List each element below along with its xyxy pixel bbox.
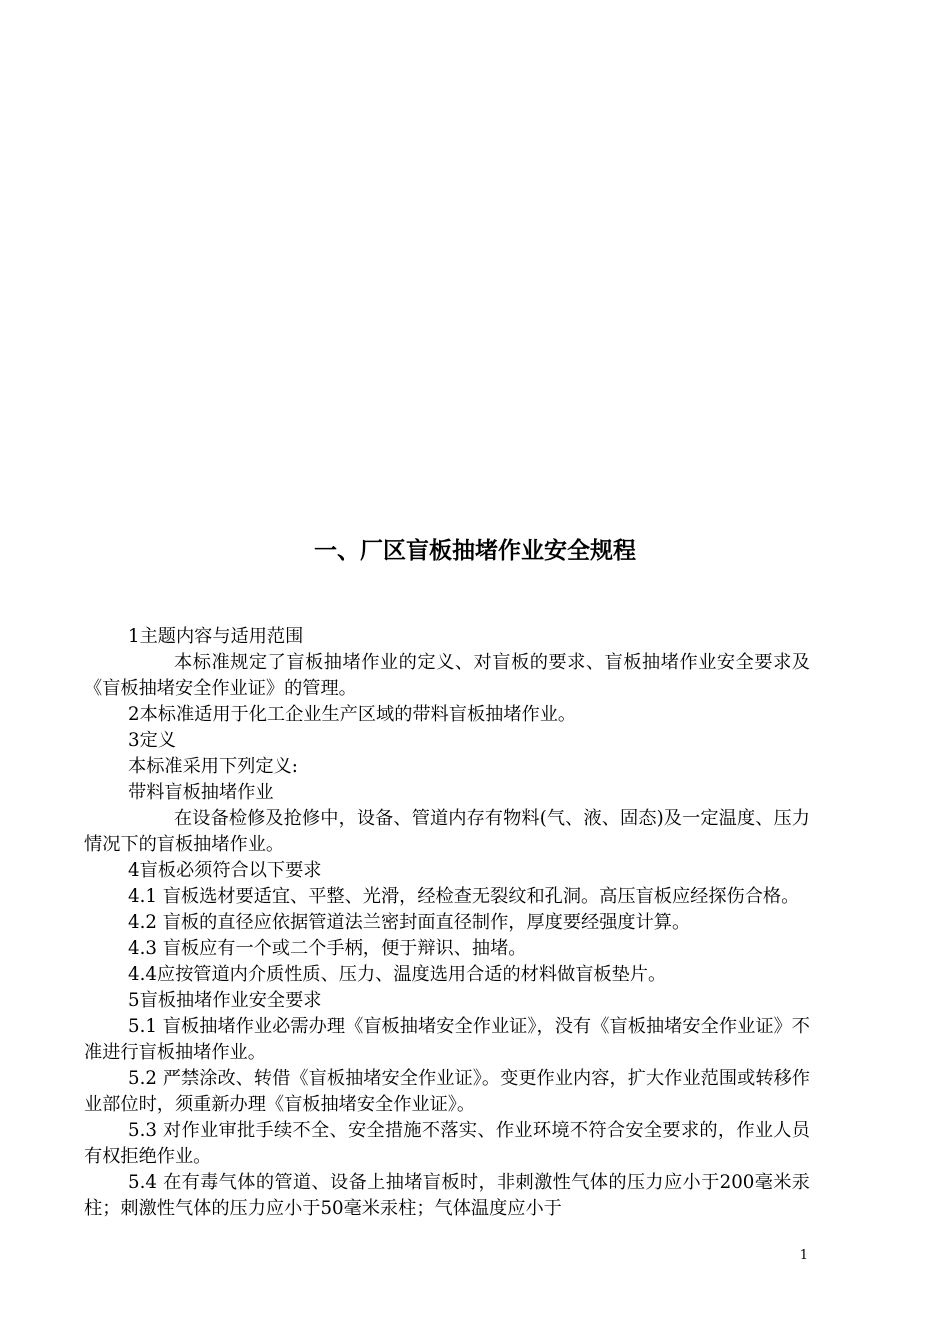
paragraph: 5盲板抽堵作业安全要求 — [128, 990, 322, 1011]
paragraph: 带料盲板抽堵作业 — [128, 782, 274, 803]
document-body — [84, 624, 810, 1222]
paragraph: 5.4 在有毒气体的管道、设备上抽堵盲板时，非刺激性气体的压力应小于200毫米汞柱；刺激性气体的压力应小于50毫米汞柱；气体温度应小于 — [84, 1172, 810, 1219]
paragraph: 4.2 盲板的直径应依据管道法兰密封面直径制作，厚度要经强度计算。 — [128, 912, 691, 933]
paragraph: 2本标准适用于化工企业生产区域的带料盲板抽堵作业。 — [128, 704, 577, 725]
paragraph: 在设备检修及抢修中，设备、管道内存有物料(气、液、固态)及一定温度、压力情况下的盲板抽堵作业。 — [84, 808, 810, 855]
paragraph: 4.1 盲板选材要适宜、平整、光滑，经检查无裂纹和孔洞。高压盲板应经探伤合格。 — [128, 886, 800, 907]
document-title: 一、厂区盲板抽堵作业安全规程 — [314, 538, 636, 564]
paragraph: 1主题内容与适用范围 — [128, 626, 304, 647]
page-number: 1 — [799, 1248, 808, 1263]
paragraph: 4.3 盲板应有一个或二个手柄，便于辩识、抽堵。 — [128, 938, 527, 959]
paragraph: 3定义 — [128, 730, 176, 751]
paragraph: 5.1 盲板抽堵作业必需办理《盲板抽堵安全作业证》，没有《盲板抽堵安全作业证》不准进行盲板抽堵作业。 — [84, 1016, 810, 1063]
paragraph: 5.2 严禁涂改、转借《盲板抽堵安全作业证》。变更作业内容，扩大作业范围或转移作业部位时，须重新办理《盲板抽堵安全作业证》。 — [84, 1068, 810, 1115]
paragraph: 5.3 对作业审批手续不全、安全措施不落实、作业环境不符合安全要求的，作业人员有权拒绝作业。 — [84, 1120, 810, 1167]
paragraph: 本标准采用下列定义: — [128, 756, 298, 777]
paragraph: 4盲板必须符合以下要求 — [128, 860, 322, 881]
paragraph: 本标准规定了盲板抽堵作业的定义、对盲板的要求、盲板抽堵作业安全要求及《盲板抽堵安全作业证》的管理。 — [84, 652, 810, 699]
paragraph: 4.4应按管道内介质性质、压力、温度选用合适的材料做盲板垫片。 — [128, 964, 667, 985]
